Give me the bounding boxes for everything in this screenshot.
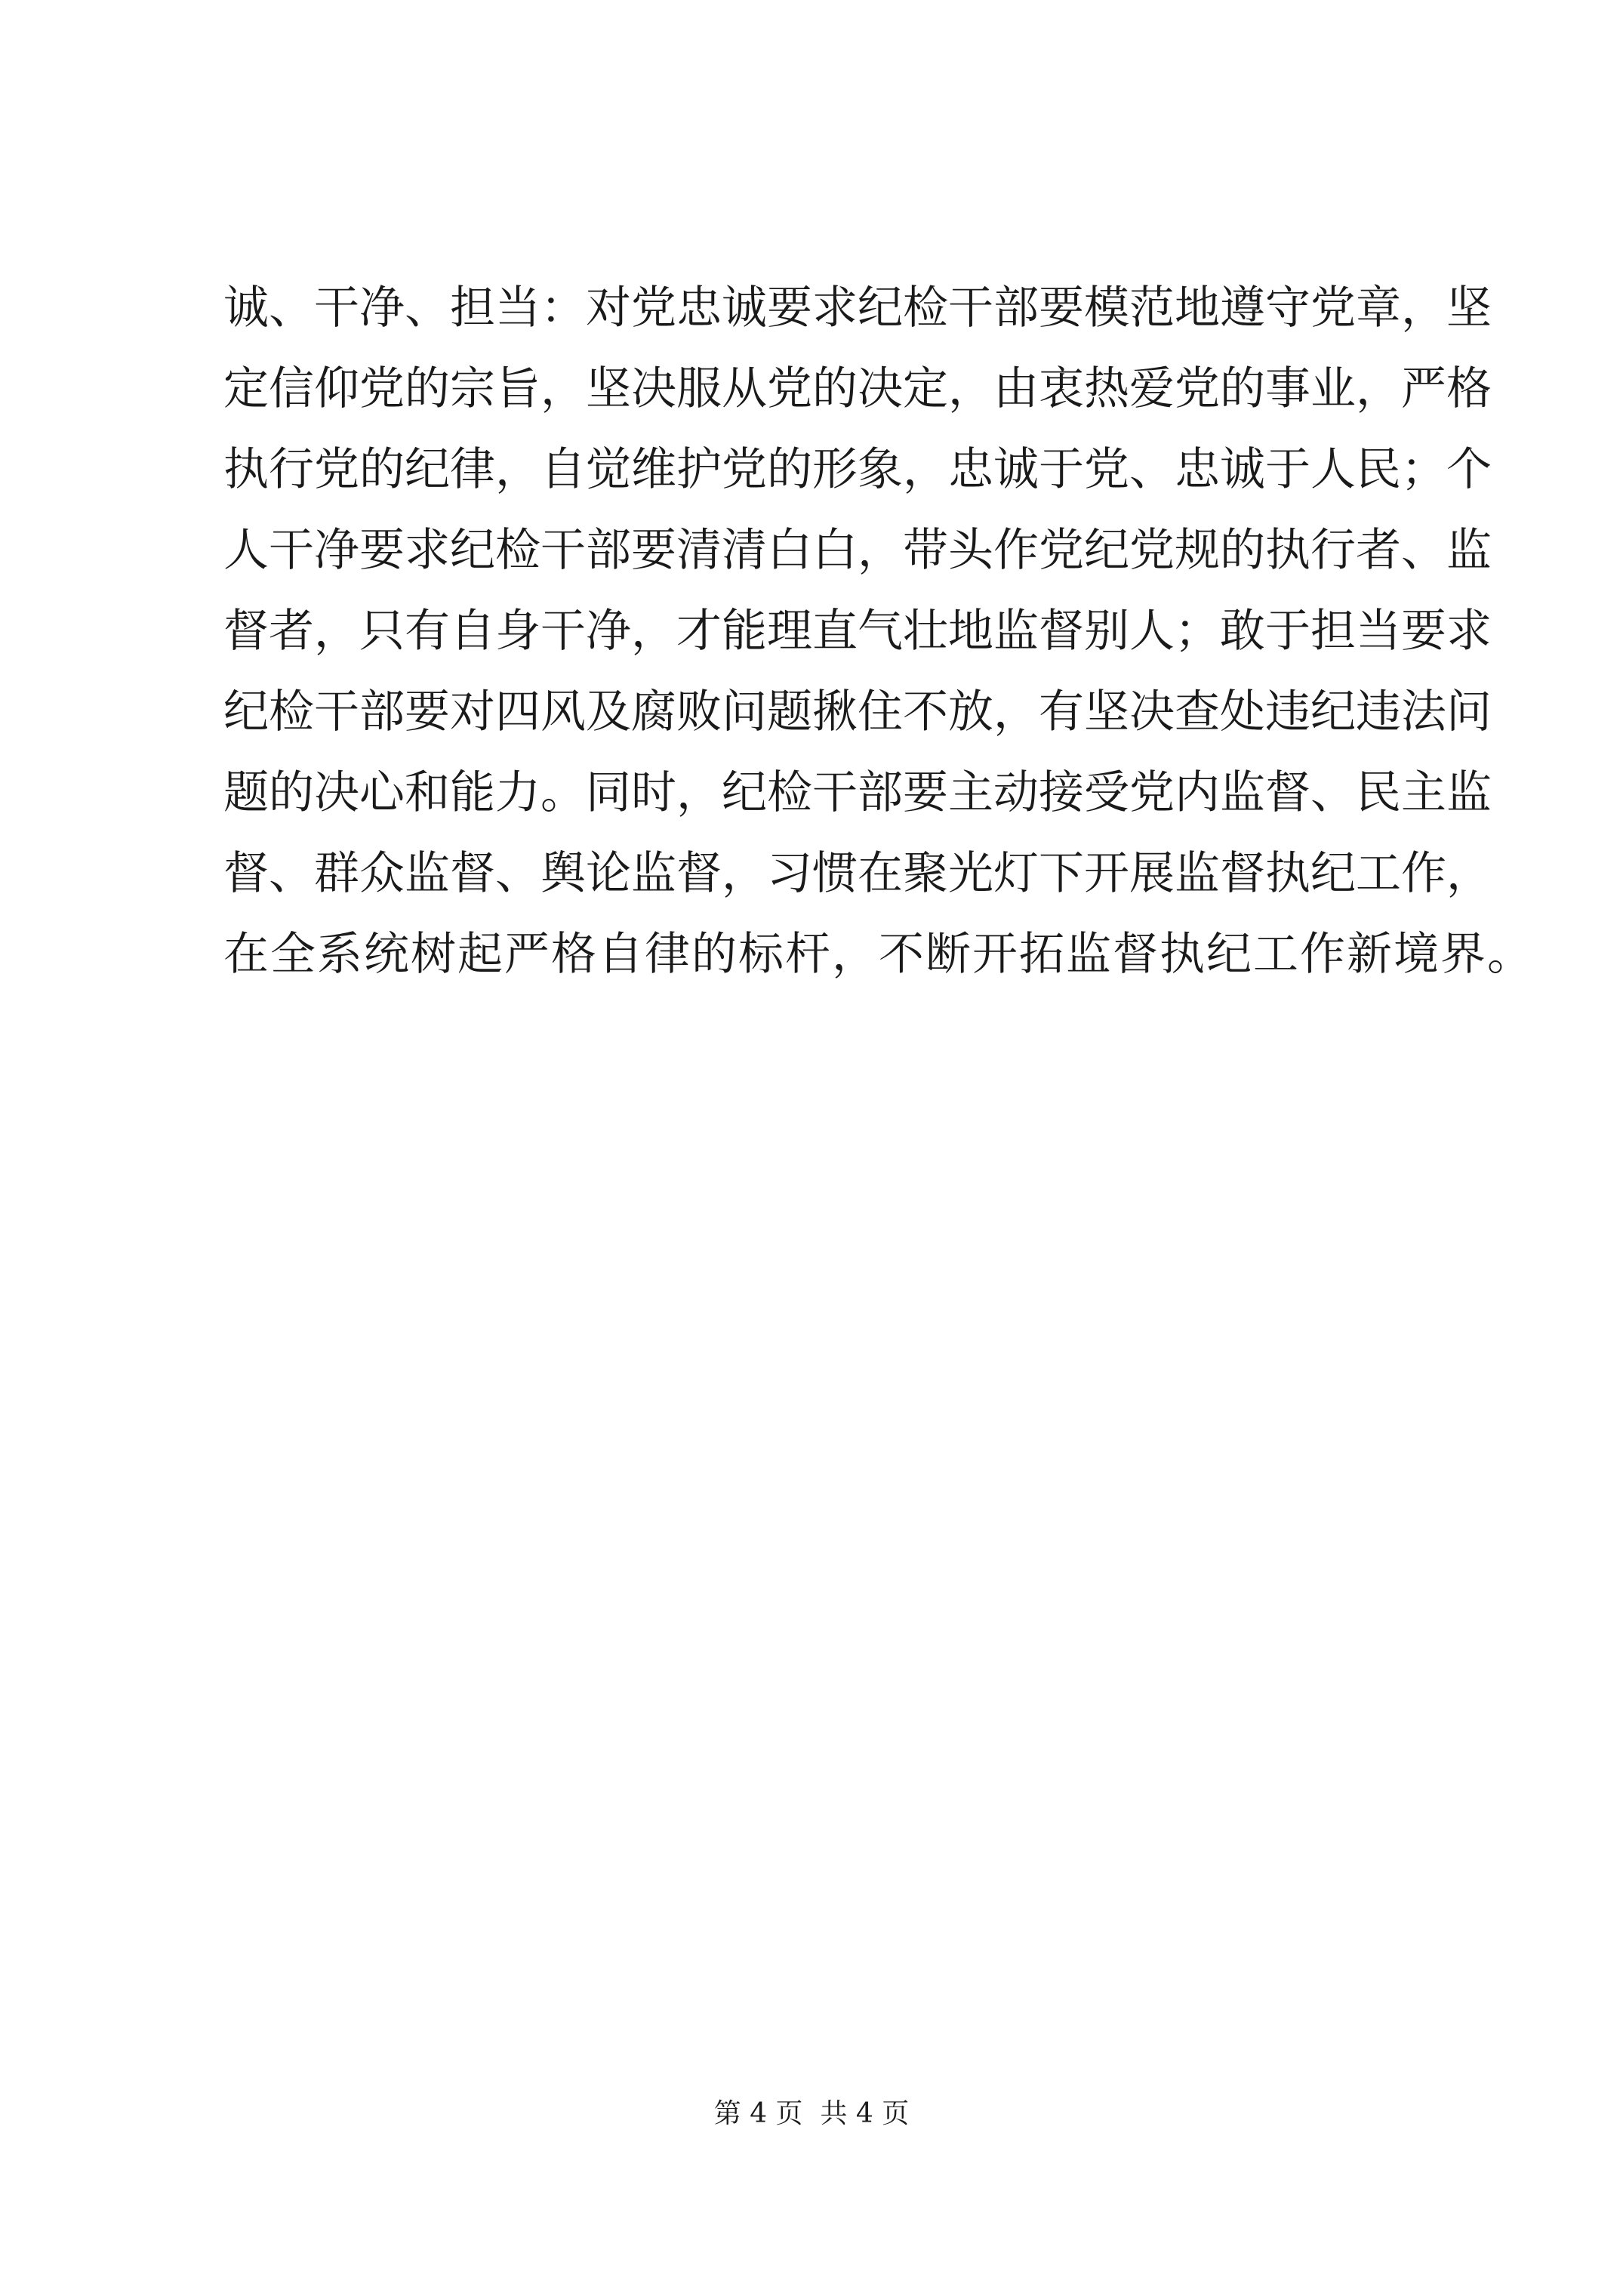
paragraph-line: 诚、干净、担当：对党忠诚要求纪检干部要模范地遵守党章，坚: [223, 282, 1492, 334]
paragraph-line: 纪检干部要对四风及腐败问题揪住不放，有坚决查处违纪违法问: [223, 686, 1492, 738]
paragraph-line: 执行党的纪律，自觉维护党的形象，忠诚于党、忠诚于人民；个: [223, 443, 1492, 496]
page-total: 共 4 页: [820, 2098, 910, 2129]
paragraph-line: 督、群众监督、舆论监督，习惯在聚光灯下开展监督执纪工作，: [223, 847, 1492, 900]
body-paragraph: [223, 268, 1534, 995]
paragraph-line: 定信仰党的宗旨，坚决服从党的决定，由衷热爱党的事业，严格: [223, 362, 1492, 415]
paragraph-line: 人干净要求纪检干部要清清白白，带头作党纪党规的执行者、监: [223, 524, 1492, 577]
page-number: 第 4 页: [713, 2098, 803, 2129]
paragraph-line: 督者，只有自身干净，才能理直气壮地监督别人；敢于担当要求: [223, 605, 1492, 658]
paragraph-line: 在全系统树起严格自律的标杆，不断开拓监督执纪工作新境界。: [223, 928, 1534, 981]
paragraph-line: 题的决心和能力。同时，纪检干部要主动接受党内监督、民主监: [223, 766, 1492, 819]
page-footer: [0, 2095, 1623, 2133]
